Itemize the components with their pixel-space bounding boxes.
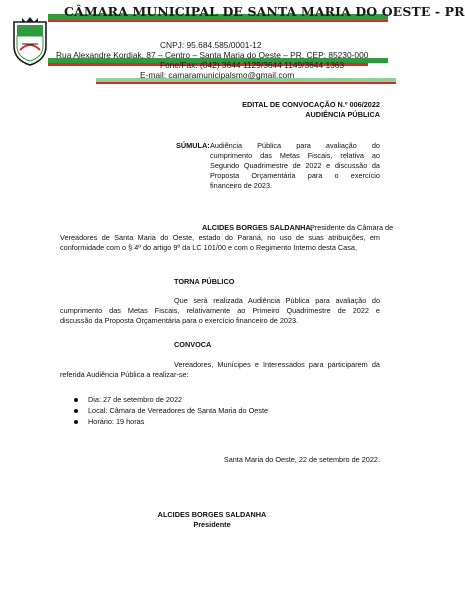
list-item: Horário: 19 horas	[74, 416, 268, 427]
list-item: Local: Câmara de Vereadores de Santa Maria do Oeste	[74, 405, 268, 416]
phone-line: Fone/Fax: (042) 3644 1129/3644 1149/3644 1363	[160, 60, 345, 70]
sumula-line: financeiro de 2023.	[210, 181, 273, 190]
bullet-icon	[74, 420, 78, 424]
convoca-line: Vereadores, Munícipes e Interessados para participarem da	[174, 360, 380, 369]
municipal-crest-icon	[12, 16, 48, 66]
sumula-line: Audiência Pública para avaliação do	[210, 141, 380, 150]
sumula-line: Proposta Orçamentária para o exercício	[210, 171, 380, 180]
convoca-heading: CONVOCA	[174, 340, 212, 349]
header-red-stripe	[48, 20, 388, 22]
torna-publico-line: discussão da Proposta Orçamentária para o exercício financeiro de 2023.	[60, 316, 299, 325]
torna-publico-heading: TORNA PÚBLICO	[174, 277, 235, 286]
sumula-line: cumprimento das Metas Fiscais, relativa ao	[210, 151, 380, 160]
list-item: Dia: 27 de setembro de 2022	[74, 394, 268, 405]
place-date: Santa Maria do Oeste, 22 de setembro de 2022.	[223, 455, 380, 464]
bullet-icon	[74, 398, 78, 402]
signer-role: Presidente	[193, 520, 231, 529]
edital-type: AUDIÊNCIA PÚBLICA	[305, 110, 380, 119]
signer-name: ALCIDES BORGES SALDANHA	[157, 510, 267, 519]
sumula-line: Segundo Quadrimestre de 2022 e discussão da	[210, 161, 380, 170]
edital-number: EDITAL DE CONVOCAÇÃO N.º 006/2022	[242, 100, 380, 109]
email-line: E-mail: camaramunicipalsmo@gmail.com	[140, 70, 295, 80]
torna-publico-line: cumprimento das Metas Fiscais, relativamente ao Primeiro Quadrimestre de 2022 e	[60, 306, 380, 315]
convoca-details-list	[74, 394, 268, 427]
torna-publico-line: Que será realizada Audiência Pública para avaliação do	[174, 296, 380, 305]
cnpj-line: CNPJ: 95.684.585/0001-12	[160, 40, 262, 50]
intro-line: Vereadores de Santa Maria do Oeste, estado do Paraná, no uso de suas atribuições, em	[60, 233, 380, 242]
bullet-icon	[74, 409, 78, 413]
header-red-stripe-bottom	[96, 82, 396, 84]
sumula-label: SÚMULA:	[176, 141, 210, 150]
intro-name: ALCIDES BORGES SALDANHA,	[202, 223, 313, 232]
convoca-line: referida Audiência Pública a realizar-se:	[60, 370, 189, 379]
institution-title: CÂMARA MUNICIPAL DE SANTA MARIA DO OESTE - PR	[64, 4, 465, 19]
intro-line: conformidade com o § 4º do artigo 9º da LC 101/00 e com o Regimento Interno desta Casa,	[60, 243, 357, 252]
intro-line: Presidente da Câmara de	[310, 223, 394, 232]
letterhead	[0, 0, 465, 92]
address-line: Rua Alexandre Kordiak, 87 – Centro – Santa Maria do Oeste – PR, CEP: 85230-000	[56, 50, 369, 60]
